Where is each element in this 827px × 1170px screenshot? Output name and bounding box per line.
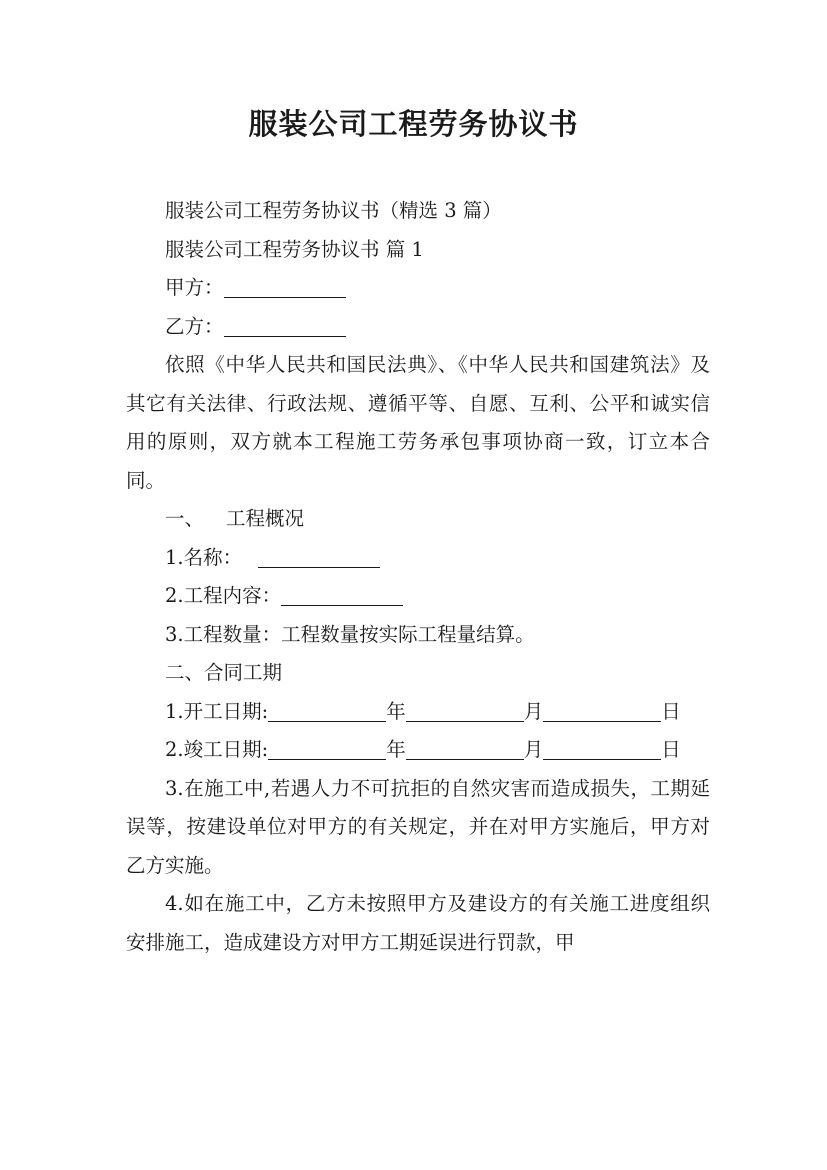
section1-heading (126, 500, 710, 539)
party-a-label: 甲方： (165, 276, 224, 299)
item-name-line (126, 539, 710, 578)
section1-number: 一、 (165, 507, 205, 530)
end-date-line (126, 731, 710, 770)
clause-3: 3.在施工中,若遇人力不可抗拒的自然灾害而造成损失，工期延误等，按建设单位对甲方的有关规定，并在对甲方实施后，甲方对乙方实施。 (126, 776, 710, 877)
section2-heading: 二、合同工期 (165, 661, 283, 684)
subtitle: 服装公司工程劳务协议书（精选 3 篇） (165, 199, 502, 222)
item-content-line (126, 577, 710, 616)
start-year-blank (268, 697, 386, 722)
item-quantity: 3.工程数量：工程数量按实际工程量结算。 (165, 622, 535, 646)
party-b-label: 乙方： (165, 314, 224, 338)
preamble-paragraph: 依照《中华人民共和国民法典》、《中华人民共和国建筑法》及其它有关法律、行政法规、遵循平等、自愿、互利、公平和诚实信用的原则，双方就本工程施工劳务承包事项协商一致，订立本合同。 (126, 353, 710, 492)
start-day-blank (543, 697, 661, 722)
end-day-blank (543, 735, 661, 760)
clause-4: 4.如在施工中，乙方未按照甲方及建设方的有关施工进度组织安排施工，造成建设方对甲方工期延误进行罚款，甲 (126, 892, 710, 954)
start-year-word: 年 (386, 699, 406, 723)
party-a-blank (224, 273, 346, 298)
item-name-label: 1.名称： (165, 545, 243, 569)
chapter-heading: 服装公司工程劳务协议书 篇 1 (165, 237, 424, 261)
item-content-label: 2.工程内容： (165, 584, 282, 607)
end-year-word: 年 (386, 738, 406, 761)
start-date-label: 1.开工日期: (165, 699, 269, 723)
start-month-blank (406, 697, 524, 722)
start-month-word: 月 (523, 699, 544, 723)
section1-title: 工程概况 (226, 507, 305, 530)
party-a-line (126, 269, 710, 308)
document-body (126, 192, 710, 962)
end-date-label: 2.竣工日期: (165, 738, 269, 761)
start-day-word: 日 (661, 699, 681, 723)
end-month-blank (406, 735, 524, 760)
end-year-blank (268, 735, 386, 760)
document-title: 服装公司工程劳务协议书 (248, 107, 579, 141)
item-name-blank (258, 543, 380, 568)
party-b-line (126, 308, 710, 347)
end-day-word: 日 (661, 738, 681, 761)
start-date-line (126, 693, 710, 732)
party-b-blank (224, 312, 346, 337)
item-content-blank (281, 581, 403, 606)
end-month-word: 月 (523, 738, 544, 761)
